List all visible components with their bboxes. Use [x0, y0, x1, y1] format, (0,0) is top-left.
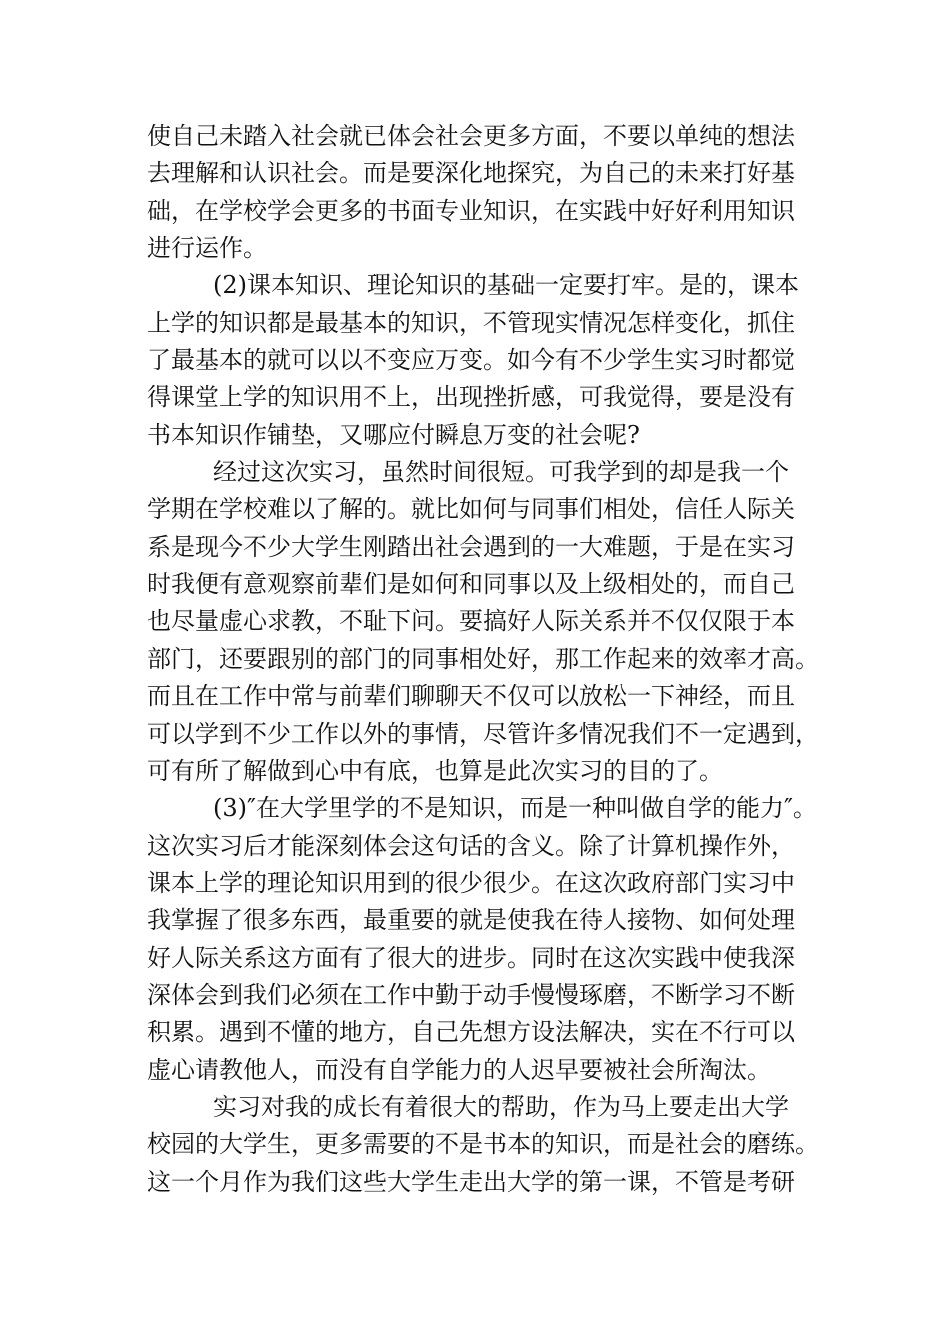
text-line: 去理解和认识社会。而是要深化地探究，为自己的未来打好基	[147, 159, 795, 188]
text-line: 积累。遇到不懂的地方，自己先想方设法解决，实在不行可以	[147, 1018, 795, 1047]
text-line: 书本知识作铺垫，又哪应付瞬息万变的社会呢?	[147, 420, 640, 449]
document-body	[147, 118, 827, 1201]
text-line: 好人际关系这方面有了很大的进步。同时在这次实践中使我深	[147, 943, 795, 972]
text-line: 这一个月作为我们这些大学生走出大学的第一课，不管是考研	[147, 1167, 795, 1196]
text-line: (3)″在大学里学的不是知识，而是一种叫做自学的能力″。	[213, 794, 817, 823]
text-line: 也尽量虚心求教，不耻下问。要搞好人际关系并不仅仅限于本	[147, 607, 795, 636]
text-line: 而且在工作中常与前辈们聊聊天不仅可以放松一下神经，而且	[147, 682, 795, 711]
text-line: 系是现今不少大学生刚踏出社会遇到的一大难题，于是在实习	[147, 532, 795, 561]
text-line: 虚心请教他人，而没有自学能力的人迟早要被社会所淘汰。	[147, 1055, 771, 1084]
text-line: 可有所了解做到心中有底，也算是此次实习的目的了。	[147, 756, 723, 785]
text-line: 实习对我的成长有着很大的帮助，作为马上要走出大学	[213, 1092, 789, 1121]
text-line: 深体会到我们必须在工作中勤于动手慢慢琢磨，不断学习不断	[147, 980, 795, 1009]
text-line: 础，在学校学会更多的书面专业知识，在实践中好好利用知识	[147, 196, 795, 225]
text-line: 我掌握了很多东西，最重要的就是使我在待人接物、如何处理	[147, 906, 795, 935]
text-line: 使自己未踏入社会就已体会社会更多方面，不要以单纯的想法	[147, 122, 795, 150]
text-line: (2)课本知识、理论知识的基础一定要打牢。是的，课本	[213, 271, 799, 300]
text-line: 学期在学校难以了解的。就比如何与同事们相处，信任人际关	[147, 495, 795, 524]
text-line: 进行运作。	[147, 234, 267, 263]
text-line: 上学的知识都是最基本的知识，不管现实情况怎样变化，抓住	[147, 308, 795, 337]
text-line: 了最基本的就可以以不变应万变。如今有不少学生实习时都觉	[147, 346, 795, 375]
text-line: 得课堂上学的知识用不上，出现挫折感，可我觉得，要是没有	[147, 383, 795, 412]
text-line: 时我便有意观察前辈们是如何和同事以及上级相处的，而自己	[147, 570, 795, 599]
text-line: 部门，还要跟别的部门的同事相处好，那工作起来的效率才高。	[147, 644, 819, 673]
text-line: 经过这次实习，虽然时间很短。可我学到的却是我一个	[213, 458, 789, 487]
text-line: 这次实习后才能深刻体会这句话的含义。除了计算机操作外，	[147, 831, 795, 860]
text-line: 校园的大学生，更多需要的不是书本的知识，而是社会的磨练。	[147, 1130, 819, 1159]
text-line: 课本上学的理论知识用到的很少很少。在这次政府部门实习中	[147, 868, 795, 897]
text-line: 可以学到不少工作以外的事情，尽管许多情况我们不一定遇到，	[147, 719, 819, 748]
